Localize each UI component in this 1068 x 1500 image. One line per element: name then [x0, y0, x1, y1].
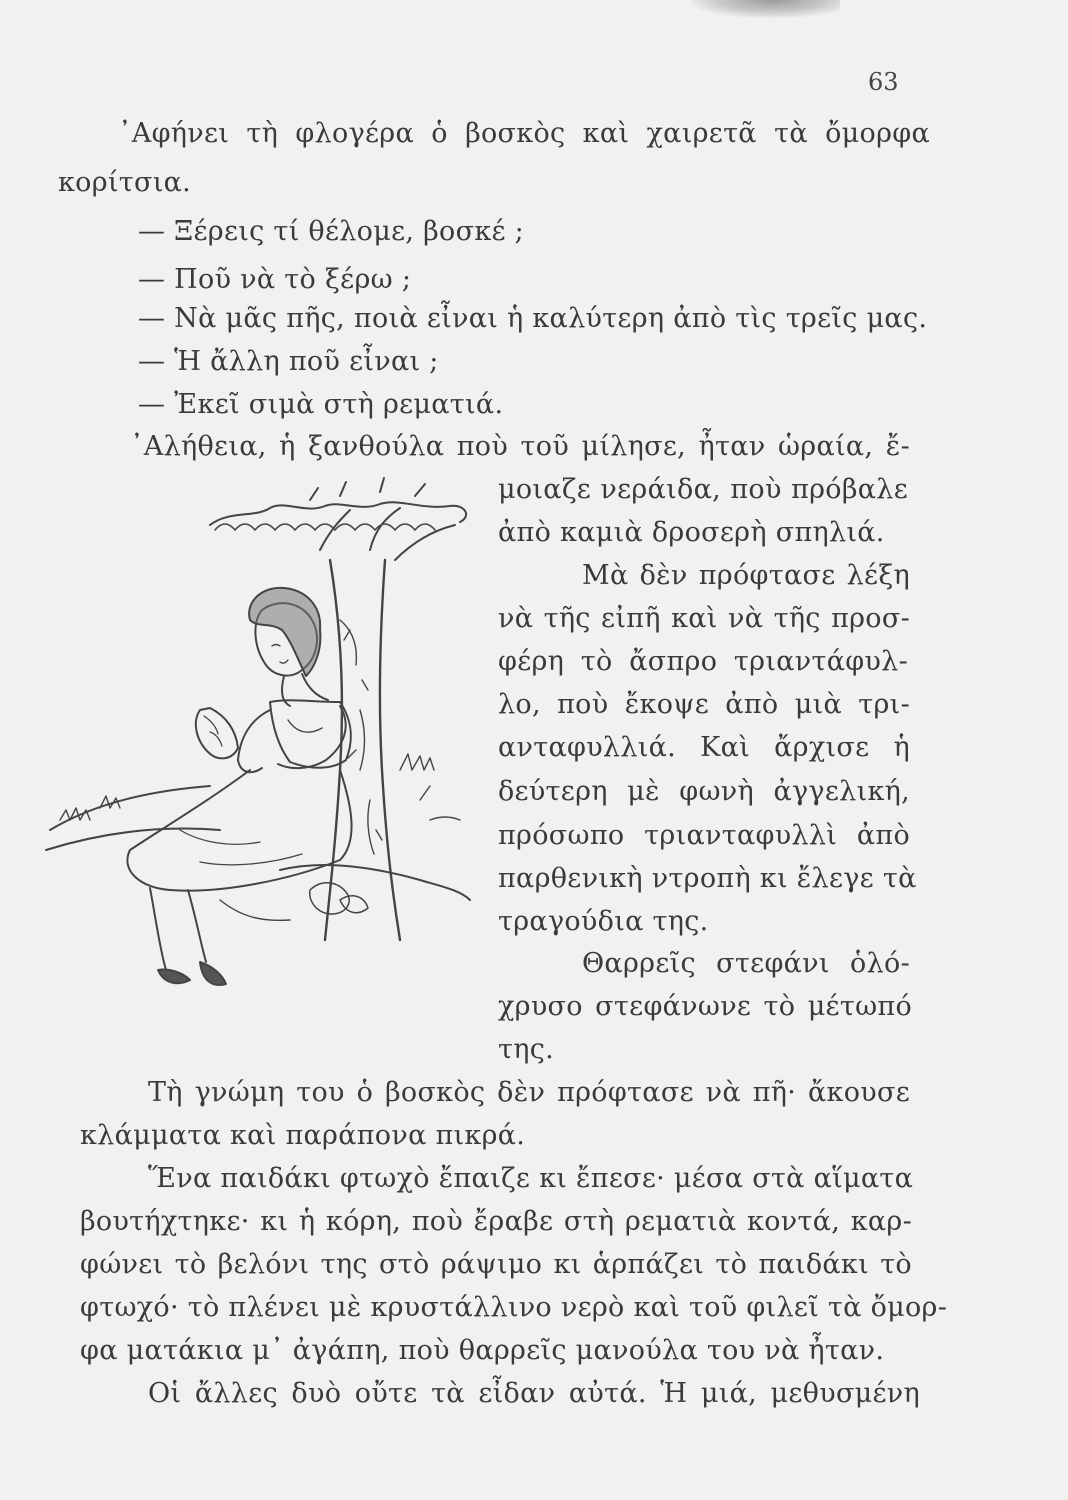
text-line: ᾿Αφήνει τὴ φλογέρα ὁ βοσκὸς καὶ χαιρετᾶ τὰ ὄμορφα	[118, 118, 930, 149]
text-line: δεύτερη μὲ φωνὴ ἀγγελική,	[498, 776, 910, 807]
text-line: φτωχό· τὸ πλένει μὲ κρυστάλλινο νερὸ καὶ τοῦ φιλεῖ τὰ ὄμορ-	[80, 1292, 948, 1323]
text-line: — Νὰ μᾶς πῆς, ποιὰ εἶναι ἡ καλύτερη ἀπὸ τὶς τρεῖς μας.	[138, 303, 928, 334]
text-line: — Ποῦ νὰ τὸ ξέρω ;	[138, 264, 412, 295]
page-number: 63	[868, 68, 899, 96]
text-line: Τὴ γνώμη του ὁ βοσκὸς δὲν πρόφτασε νὰ πῆ· ἄκουσε	[148, 1077, 910, 1108]
text-line: Ἕνα παιδάκι φτωχὸ ἔπαιζε κι ἔπεσε· μέσα στὰ αἵματα	[148, 1163, 914, 1194]
text-line: φέρη τὸ ἄσπρο τριαντάφυλ-	[498, 646, 908, 677]
text-line: πρόσωπο τριανταφυλλὶ ἀπὸ	[498, 820, 910, 851]
text-line: παρθενικὴ ντροπὴ κι ἔλεγε τὰ	[498, 863, 917, 894]
text-line: — Ξέρεις τί θέλομε, βοσκέ ;	[138, 216, 525, 247]
text-line: της.	[498, 1034, 555, 1065]
text-line: ἀπὸ καμιὰ δροσερὴ σπηλιά.	[498, 517, 885, 548]
ink-smudge	[690, 0, 840, 18]
text-line: φα ματάκια μ᾿ ἀγάπη, ποὺ θαρρεῖς μανούλα του νὰ ἦταν.	[80, 1335, 885, 1366]
text-line: — Ἡ ἄλλη ποῦ εἶναι ;	[138, 346, 439, 377]
text-line: Οἱ ἄλλες δυὸ οὔτε τὰ εἶδαν αὐτά. Ἡ μιά, μεθυσμένη	[148, 1378, 920, 1409]
text-line: Μὰ δὲν πρόφτασε λέξη	[582, 560, 910, 591]
text-line: κλάμματα καὶ παράπονα πικρά.	[80, 1120, 526, 1151]
text-line: νὰ τῆς εἰπῆ καὶ νὰ τῆς προσ-	[498, 603, 910, 634]
text-line: βουτήχτηκε· κι ἡ κόρη, ποὺ ἔραβε στὴ ρεματιὰ κοντά, καρ-	[80, 1206, 912, 1237]
text-line: χρυσο στεφάνωνε τὸ μέτωπό	[498, 991, 912, 1022]
text-line: ανταφυλλιά. Καὶ ἄρχισε ἡ	[498, 732, 910, 763]
text-line: φώνει τὸ βελόνι της στὸ ράψιμο κι ἁρπάζει τὸ παιδάκι τὸ	[80, 1249, 912, 1280]
text-line: ᾿Αλήθεια, ἡ ξανθούλα ποὺ τοῦ μίλησε, ἦταν ὡραία, ἔ-	[130, 431, 910, 462]
text-line: — Ἐκεῖ σιμὰ στὴ ρεματιά.	[138, 389, 504, 420]
text-line: λο, ποὺ ἔκοψε ἀπὸ μιὰ τρι-	[498, 689, 910, 720]
text-line: κορίτσια.	[58, 167, 192, 198]
text-line: μοιαζε νεράιδα, ποὺ πρόβαλε	[498, 474, 908, 505]
text-line: τραγούδια της.	[498, 906, 709, 937]
girl-under-tree-illustration	[40, 470, 480, 1040]
text-line: Θαρρεῖς στεφάνι ὁλό-	[582, 948, 910, 979]
